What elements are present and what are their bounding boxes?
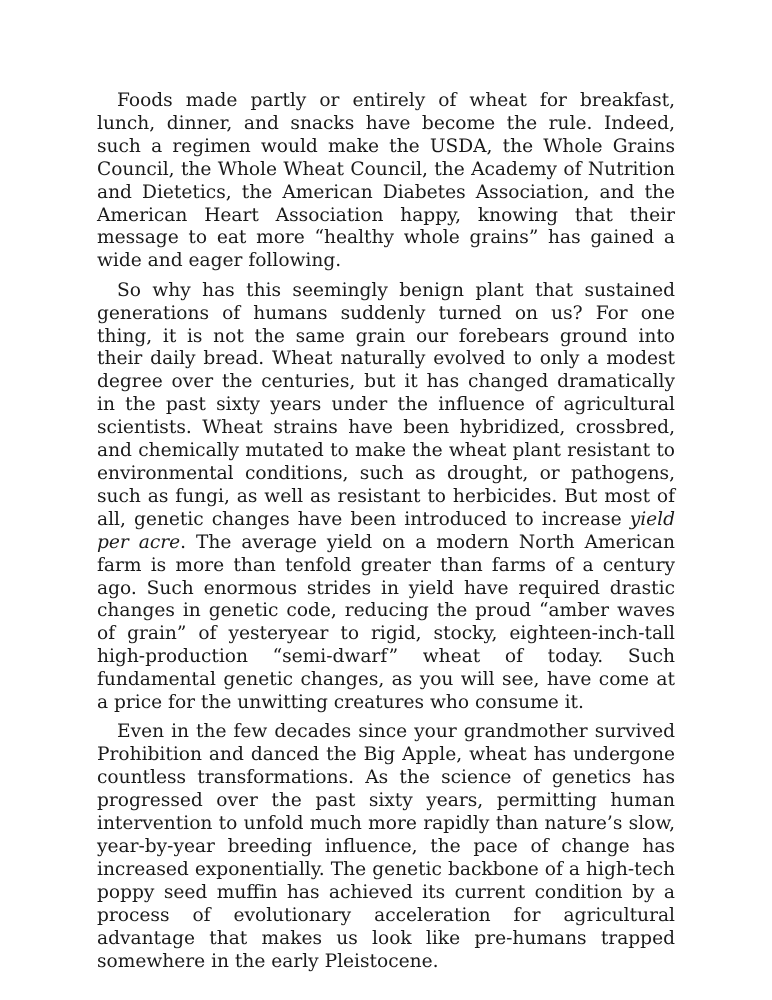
- paragraph-2-emphasis: yield per acre: [97, 508, 675, 553]
- document-page: [97, 90, 675, 980]
- paragraph-2-text-before: So why has this seemingly benign plant that sustained generations of humans suddenly turned on us? For one thing, it is not the same grain our forebears ground into their daily bread. Wheat naturally evolved to only a modest degree over the centuries, but it has changed dramatically in the past sixty years under the influence of agricultural scientists. Wheat strains have been hybridized, crossbred, and chemically mutated to make the wheat plant resistant to environmental conditions, such as drought, or pathogens, such as fungi, as well as resistant to herbicides. But most of all, genetic changes have been introduced to increase: [97, 279, 675, 530]
- paragraph-3-text: Even in the few decades since your grandmother survived Prohibition and danced the Big Apple, wheat has undergone countless transformations. As the science of genetics has progressed over the past sixty years, permitting human intervention to unfold much more rapidly than nature’s slow, year-by-year breeding influence, the pace of change has increased exponentially. The genetic backbone of a high-tech poppy seed muffin has achieved its current condition by a process of evolutionary acceleration for agricultural advantage that makes us look like pre-humans trapped somewhere in the early Pleistocene.: [97, 721, 675, 972]
- paragraph-1-text: Foods made partly or entirely of wheat for breakfast, lunch, dinner, and snacks have become the rule. Indeed, such a regimen would make the USDA, the Whole Grains Council, the Whole Wheat Council, the Academy of Nutrition and Dietetics, the American Diabetes Association, and the American Heart Association happy, knowing that their message to eat more “healthy whole grains” has gained a wide and eager following.: [97, 90, 675, 272]
- paragraph-3: [97, 721, 675, 973]
- paragraph-2-text-after: . The average yield on a modern North American farm is more than tenfold greater than farms of a century ago. Such enormous strides in yield have required drastic changes in genetic code, reducing the proud “amber waves of grain” of yesteryear to rigid, stocky, eighteen-inch-tall high-production “semi-dwarf” wheat of today. Such fundamental genetic changes, as you will see, have come at a price for the unwitting creatures who consume it.: [97, 531, 675, 714]
- paragraph-1: [97, 90, 675, 273]
- paragraph-2: [97, 280, 675, 715]
